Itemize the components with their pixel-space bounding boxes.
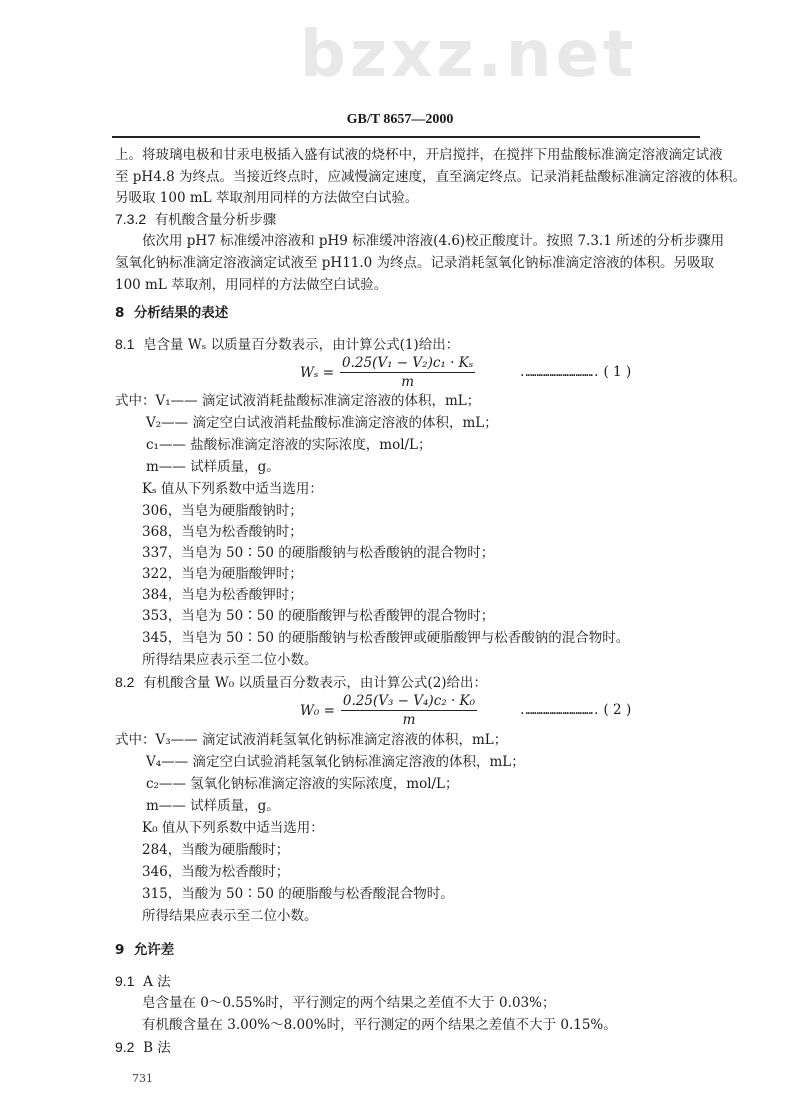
result-note: 所得结果应表示至二位小数。 xyxy=(142,652,318,668)
formula-1 xyxy=(300,355,475,390)
formula-lhs: Wₛ = xyxy=(300,364,335,381)
section-number: 8.2 xyxy=(115,674,135,690)
section-number: 7.3.2 xyxy=(115,211,147,227)
where-item: m—— 试样质量，g。 xyxy=(146,459,280,475)
where-item: V₄—— 滴定空白试验消耗氢氧化钠标准滴定溶液的体积，mL； xyxy=(146,754,525,770)
section-title: 分析结果的表述 xyxy=(133,305,229,321)
section-8-heading xyxy=(115,304,228,322)
k0-value: 315，当酸为 50∶50 的硬脂酸与松香酸混合物时。 xyxy=(142,886,454,902)
formula-lhs: W₀ = xyxy=(300,702,335,719)
section-9-2-heading xyxy=(115,1038,171,1057)
section-title: 有机酸含量分析步骤 xyxy=(154,212,277,228)
ks-value: 345，当皂为 50∶50 的硬脂酸钠与松香酸钾或硬脂酸钾与松香酸钠的混合物时。 xyxy=(142,630,630,646)
ks-value: 322，当皂为硬脂酸钾时； xyxy=(142,566,303,582)
ks-intro: Kₛ 值从下列系数中适当选用： xyxy=(142,481,323,497)
page-header: GB/T 8657—2000 xyxy=(346,112,454,127)
header-rule xyxy=(112,136,700,138)
where-item: m—— 试样质量，g。 xyxy=(146,798,280,814)
ks-value: 337，当皂为 50∶50 的硬脂酸钠与松香酸钠的混合物时； xyxy=(142,545,495,561)
paragraph-line: 有机酸含量在 3.00%～8.00%时，平行测定的两个结果之差值不大于 0.15%。 xyxy=(142,1017,617,1033)
paragraph-line: 氢氧化钠标准滴定溶液滴定试液至 pH11.0 为终点。记录消耗氢氧化钠标准滴定溶液的体积。另吸取 xyxy=(115,255,715,271)
leader-dots: …………………………… xyxy=(520,364,592,380)
result-note: 所得结果应表示至二位小数。 xyxy=(142,908,318,924)
page-number: 731 xyxy=(132,1072,153,1085)
section-text: 有机酸含量 W₀ 以质量百分数表示，由计算公式(2)给出： xyxy=(143,675,488,691)
equation-line-1 xyxy=(520,363,631,381)
k0-value: 346，当酸为松香酸时； xyxy=(142,864,290,880)
denominator: m xyxy=(402,712,416,728)
paragraph-line: 另吸取 100 mL 萃取剂用同样的方法做空白试验。 xyxy=(115,190,419,206)
paragraph-line: 皂含量在 0～0.55%时，平行测定的两个结果之差值不大于 0.03%； xyxy=(142,995,556,1011)
section-text: 皂含量 Wₛ 以质量百分数表示，由计算公式(1)给出： xyxy=(143,337,460,353)
section-title: A 法 xyxy=(143,974,171,990)
section-7-3-2-heading xyxy=(115,210,276,229)
section-number: 8 xyxy=(115,305,125,321)
section-9-1-heading xyxy=(115,972,171,991)
paragraph-line: 100 mL 萃取剂，用同样的方法做空白试验。 xyxy=(115,277,388,293)
formula-2 xyxy=(300,693,477,728)
ks-value: 306，当皂为硬脂酸钠时； xyxy=(142,503,303,519)
paragraph-line: 上。将玻璃电极和甘汞电极插入盛有试液的烧杯中，开启搅拌，在搅拌下用盐酸标准滴定溶液滴定试液 xyxy=(115,147,723,163)
where-item: 式中：V₁—— 滴定试液消耗盐酸标准滴定溶液的体积，mL； xyxy=(115,393,481,409)
section-8-1-intro xyxy=(115,335,459,354)
where-item: c₂—— 氢氧化钠标准滴定溶液的实际浓度，mol/L； xyxy=(146,776,459,792)
where-item: c₁—— 盐酸标准滴定溶液的实际浓度，mol/L； xyxy=(146,437,432,453)
ks-value: 353，当皂为 50∶50 的硬脂酸钾与松香酸钾的混合物时； xyxy=(142,608,495,624)
section-number: 9.2 xyxy=(115,1039,135,1055)
section-number: 9.1 xyxy=(115,973,135,989)
section-9-heading xyxy=(115,941,174,959)
section-8-2-intro xyxy=(115,673,487,692)
leader-dots: …………………………… xyxy=(520,702,592,718)
equation-number: ( 2 ) xyxy=(603,702,632,718)
paragraph-line: 依次用 pH7 标准缓冲溶液和 pH9 标准缓冲溶液(4.6)校正酸度计。按照 7.3.1 所述的分析步骤用 xyxy=(142,233,725,249)
numerator: 0.25(V₁ − V₂)c₁ · Kₛ xyxy=(342,355,474,371)
numerator: 0.25(V₃ − V₄)c₂ · K₀ xyxy=(342,693,476,709)
section-title: 允许差 xyxy=(133,942,175,958)
section-number: 9 xyxy=(115,942,125,958)
equation-number: ( 1 ) xyxy=(603,364,632,380)
denominator: m xyxy=(401,374,415,390)
ks-value: 368，当皂为松香酸钠时； xyxy=(142,524,303,540)
section-title: B 法 xyxy=(143,1040,171,1056)
fraction xyxy=(340,355,475,390)
paragraph-line: 至 pH4.8 为终点。当接近终点时，应减慢滴定速度，直至滴定终点。记录消耗盐酸标准滴定溶液的体积。 xyxy=(115,169,746,185)
where-item: V₂—— 滴定空白试液消耗盐酸标准滴定溶液的体积，mL； xyxy=(146,415,498,431)
ks-value: 384，当皂为松香酸钾时； xyxy=(142,587,303,603)
equation-line-2 xyxy=(520,701,631,719)
fraction xyxy=(341,693,477,728)
where-item: 式中：V₃—— 滴定试液消耗氢氧化钠标准滴定溶液的体积，mL； xyxy=(115,732,508,748)
watermark: bzxz.net xyxy=(300,18,638,92)
k0-intro: K₀ 值从下列系数中适当选用： xyxy=(142,820,324,836)
section-number: 8.1 xyxy=(115,336,135,352)
k0-value: 284，当酸为硬脂酸时； xyxy=(142,842,290,858)
